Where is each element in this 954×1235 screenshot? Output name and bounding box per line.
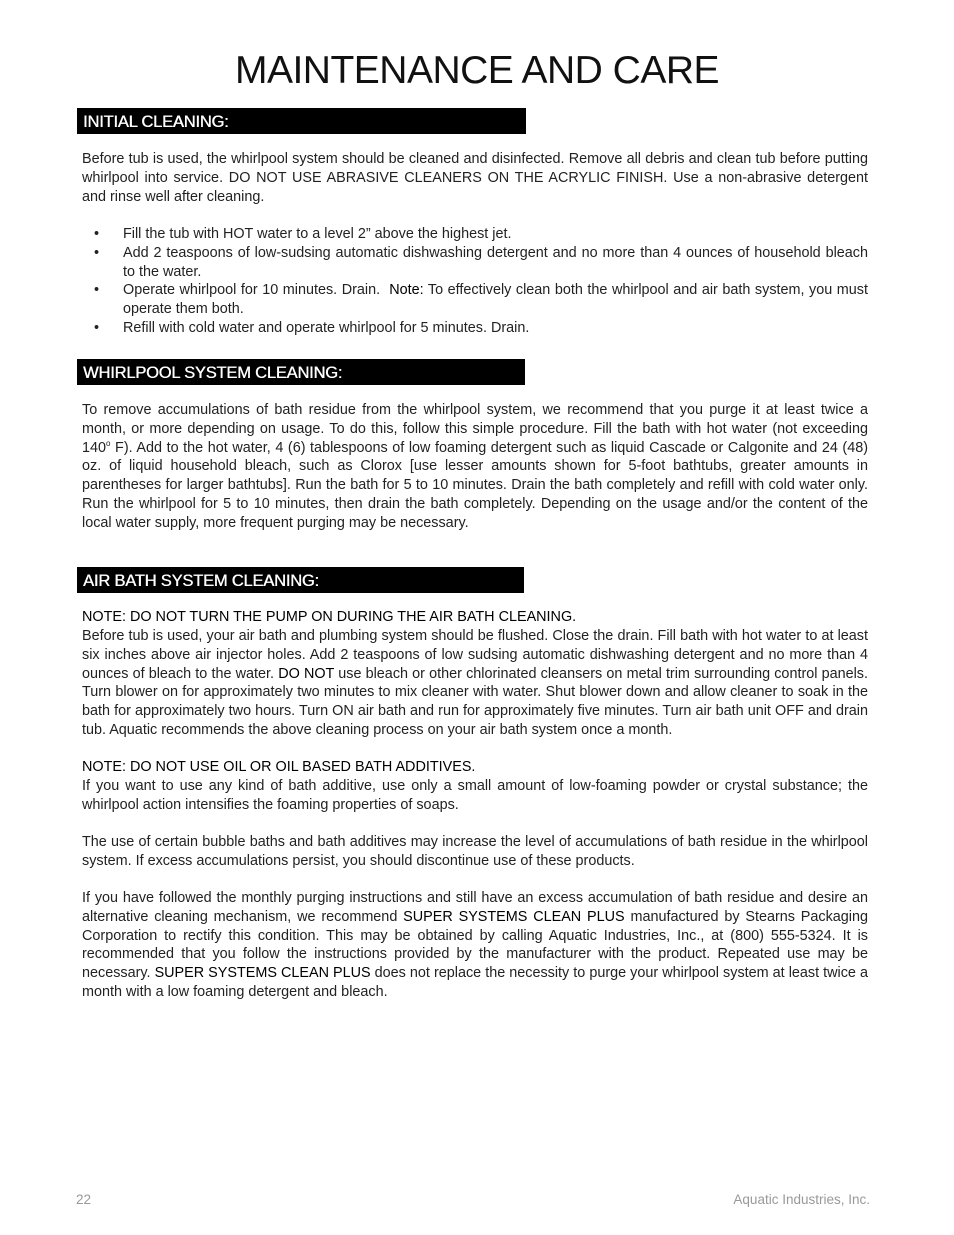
list-item-text: Add 2 teaspoons of low-sudsing automatic dishwashing detergent and no more than 4 ounces of household bleach to the water. xyxy=(123,244,868,280)
paragraph-text: To remove accumulations of bath residue from the whirlpool system, we recommend that you purge it at least twice a month, or more depending on usage. To do this, follow this simple procedure. Fill the bath with hot water (not exceeding 140 xyxy=(82,402,868,456)
paragraph-text: manufactured by Stearns Packaging Corporation to rectify this condition. This may be obtained by calling Aquatic Industries, Inc., at (800) 555-5324. It is recommended that you follow the instructions provided by the manufacturer with the product. Repeated use may be necessary. xyxy=(82,908,868,982)
list-item xyxy=(82,244,868,282)
page-title: MAINTENANCE AND CARE xyxy=(234,49,720,92)
note-label: Note: xyxy=(389,282,424,299)
list-item-text: Fill the tub with HOT water to a level 2” above the highest jet. xyxy=(123,226,512,242)
section-header-whirlpool-cleaning: WHIRLPOOL SYSTEM CLEANING: xyxy=(77,359,525,385)
super-systems-paragraph xyxy=(82,889,868,1002)
air-bath-note-pump: NOTE: DO NOT TURN THE PUMP ON DURING THE AIR BATH CLEANING. xyxy=(82,609,577,625)
section-header-initial-cleaning: INITIAL CLEANING: xyxy=(77,108,526,134)
initial-cleaning-intro: Before tub is used, the whirlpool system should be cleaned and disinfected. Remove all debris and clean tub before putting whirlpool into service. DO NOT USE ABRASIVE CLEANERS ON THE ACRYLIC FINISH. Use a non-abrasive detergent and rinse well after cleaning. xyxy=(82,151,868,205)
list-item xyxy=(82,319,868,338)
paragraph-text: Before tub is used, your air bath and plumbing system should be flushed. Close the drain. Fill bath with hot water to at least six inches above air injector holes. Add 2 teaspoons of low sudsing automatic dishwashing detergent and no more than 4 ounces of bleach to the water. xyxy=(82,628,868,682)
bullet-icon: • xyxy=(94,319,100,336)
paragraph-text: F). Add to the hot water, 4 (6) tablespoons of low foaming detergent such as liquid Cascade or Calgonite and 24 (48) oz. of liquid household bleach, such as Clorox [use lesser amounts shown for 5-foot bathtubs, greater amounts in parentheses for larger bathtubs]. Run the bath for 5 to 10 minutes. Drain the bath completely and refill with cold water only. Run the whirlpool for 5 to 10 minutes, then drain the bath completely. Depending on the usage and/or the content of the local water supply, more frequent purging may be necessary. xyxy=(82,439,868,531)
section-header-air-bath-cleaning: AIR BATH SYSTEM CLEANING: xyxy=(77,567,524,593)
list-item xyxy=(82,281,868,319)
do-not-emphasis: DO NOT xyxy=(278,665,335,682)
product-name: SUPER SYSTEMS CLEAN PLUS xyxy=(154,965,371,982)
whirlpool-cleaning-paragraph xyxy=(82,401,868,533)
air-bath-note-oil: NOTE: DO NOT USE OIL OR OIL BASED BATH ADDITIVES. xyxy=(82,759,476,775)
bubble-bath-paragraph: The use of certain bubble baths and bath additives may increase the level of accumulations of bath residue in the whirlpool system. If excess accumulations persist, you should discontinue use of these products. xyxy=(82,834,868,869)
list-item-text: Operate whirlpool for 10 minutes. Drain. xyxy=(123,282,381,299)
page-number: 22 xyxy=(76,1192,92,1207)
bullet-icon: • xyxy=(94,226,100,242)
air-bath-paragraph xyxy=(82,627,868,740)
list-item-text: To effectively clean both the whirlpool and air bath system, you must operate them both. xyxy=(123,282,868,318)
paragraph-text: does not replace the necessity to purge your whirlpool system at least twice a month with a low foaming detergent and bleach. xyxy=(82,965,868,1000)
initial-cleaning-steps xyxy=(82,225,868,338)
footer-company: Aquatic Industries, Inc. xyxy=(733,1192,870,1207)
degree-mark: o xyxy=(106,438,111,448)
bullet-icon: • xyxy=(94,244,100,261)
list-item-text: Refill with cold water and operate whirlpool for 5 minutes. Drain. xyxy=(123,319,530,336)
bath-additive-paragraph: If you want to use any kind of bath additive, use only a small amount of low-foaming powder or crystal substance; the whirlpool action intensifies the foaming properties of soaps. xyxy=(82,778,868,813)
product-name: SUPER SYSTEMS CLEAN PLUS xyxy=(403,908,625,925)
paragraph-text: use bleach or other chlorinated cleansers on metal trim surrounding control panels. Turn blower on for approximately two minutes to mix cleaner with water. Shut blower down and allow cleaner to soak in the bath for approximately two hours. Turn ON air bath and run for approximately five minutes. Turn air bath unit OFF and drain tub. Aquatic recommends the above cleaning process on your air bath system once a month. xyxy=(82,665,869,738)
paragraph-text: If you have followed the monthly purging instructions and still have an excess accumulation of bath residue and desire an alternative cleaning mechanism, we recommend xyxy=(82,890,868,925)
list-item xyxy=(82,225,868,244)
bullet-icon: • xyxy=(94,282,100,299)
